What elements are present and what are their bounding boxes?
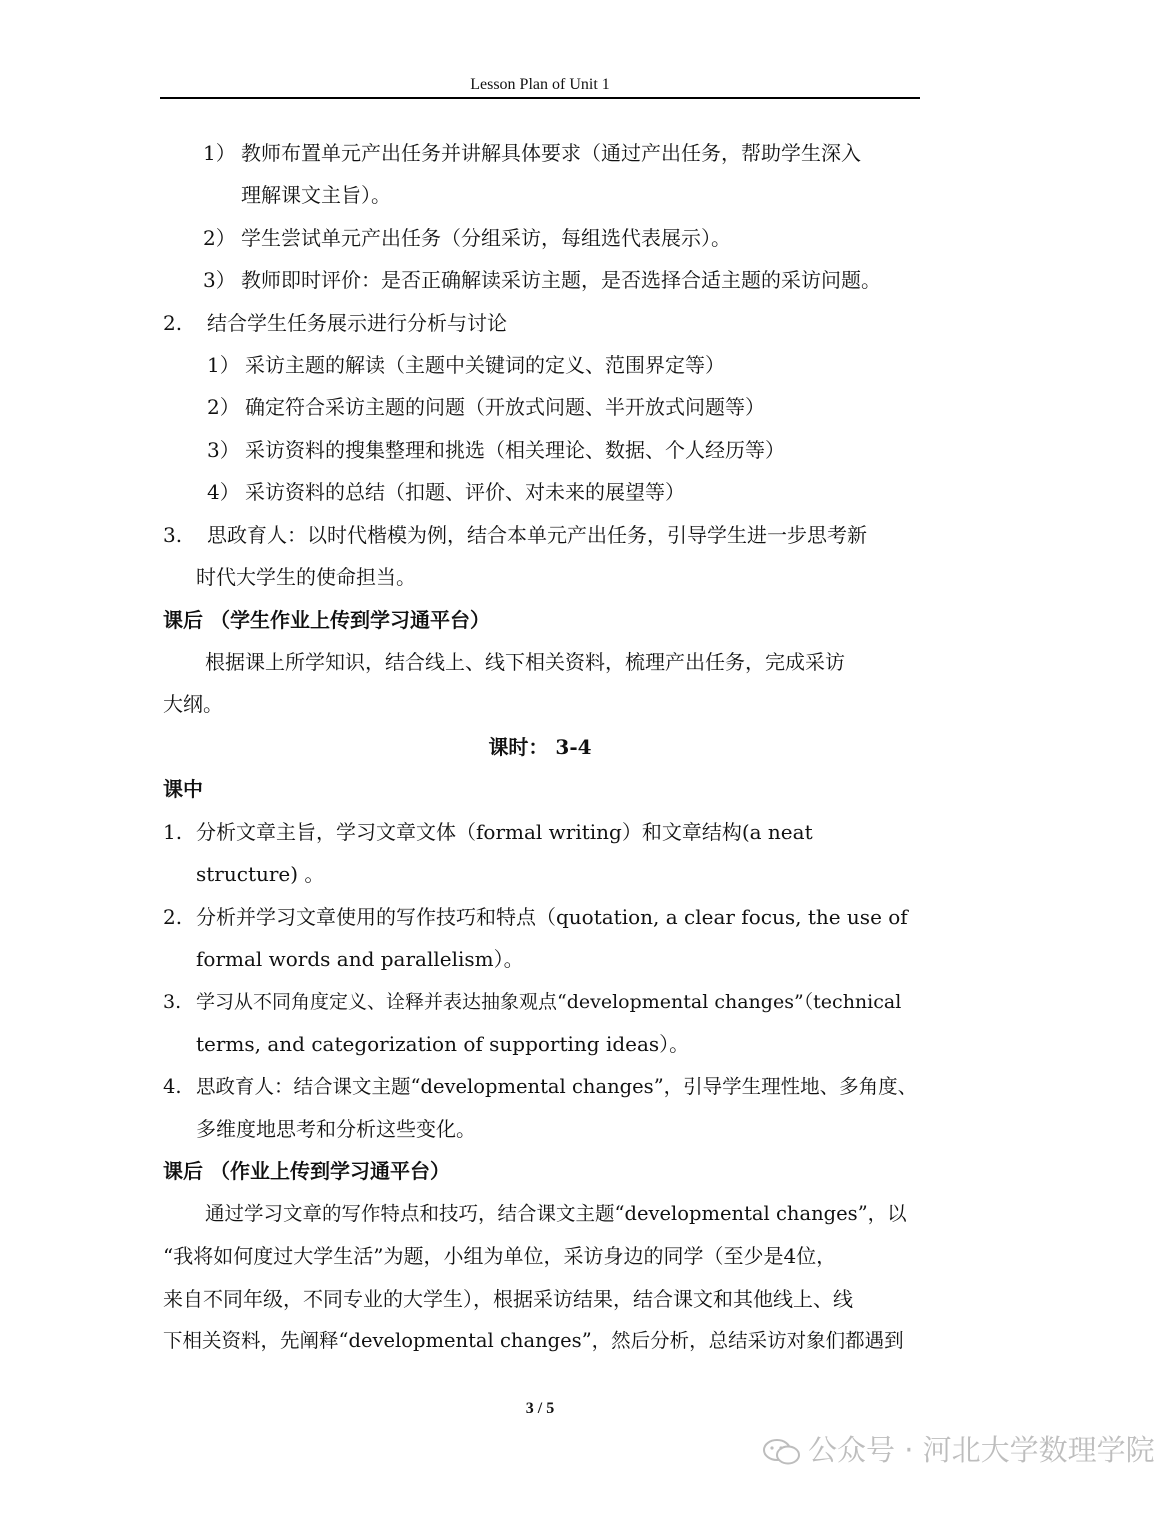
list-item: 1. 分析文章主旨，学习文章文体（formal writing）和文章结构(a neat xyxy=(163,820,813,844)
paragraph-line: “我将如何度过大学生活”为题，小组为单位，采访身边的同学（至少是4位， xyxy=(163,1244,837,1268)
paragraph-line: 通过学习文章的写作特点和技巧，结合课文主题“developmental changes”，以 xyxy=(205,1202,907,1225)
list-item: 3） 教师即时评价：是否正确解读采访主题，是否选择合适主题的采访问题。 xyxy=(203,268,881,292)
paragraph-line: 大纲。 xyxy=(163,692,223,716)
list-item: 1） 教师布置单元产出任务并讲解具体要求（通过产出任务，帮助学生深入 xyxy=(203,141,861,165)
list-item: 3） 采访资料的搜集整理和挑选（相关理论、数据、个人经历等） xyxy=(207,438,785,462)
paragraph-line: 下相关资料，先阐释“developmental changes”，然后分析，总结采访对象们都遇到 xyxy=(163,1329,904,1352)
list-item-continuation: 时代大学生的使命担当。 xyxy=(196,565,416,589)
period-title: 课时： 3-4 xyxy=(488,735,592,759)
list-item: 2） 确定符合采访主题的问题（开放式问题、半开放式问题等） xyxy=(207,395,765,419)
list-item: 2） 学生尝试单元产出任务（分组采访，每组选代表展示）。 xyxy=(203,226,731,250)
section-heading-after-class: 课后 （学生作业上传到学习通平台） xyxy=(163,608,490,632)
section-heading-in-class: 课中 xyxy=(163,777,203,801)
page-number: 3 / 5 xyxy=(525,1400,555,1417)
list-item-continuation: structure) 。 xyxy=(196,862,325,886)
running-header: Lesson Plan of Unit 1 xyxy=(470,76,610,93)
watermark: 公众号 · 河北大学数理学院 xyxy=(762,1428,1155,1469)
header-rule xyxy=(160,97,920,99)
list-item: 3. 思政育人：以时代楷模为例，结合本单元产出任务，引导学生进一步思考新 xyxy=(163,523,867,547)
list-item: 3. 学习从不同角度定义、诠释并表达抽象观点“developmental changes”（technical xyxy=(163,991,902,1013)
paragraph-line: 根据课上所学知识，结合线上、线下相关资料，梳理产出任务，完成采访 xyxy=(205,650,845,674)
wechat-icon xyxy=(762,1437,802,1467)
list-item-continuation: 理解课文主旨）。 xyxy=(241,183,391,207)
list-item-continuation: formal words and parallelism）。 xyxy=(196,947,524,971)
list-item-continuation: terms, and categorization of supporting ideas）。 xyxy=(196,1032,690,1056)
list-item: 1） 采访主题的解读（主题中关键词的定义、范围界定等） xyxy=(207,353,725,377)
list-item: 4. 思政育人：结合课文主题“developmental changes”，引导学生理性地、多角度、 xyxy=(163,1075,918,1098)
section-heading-after-class-2: 课后 （作业上传到学习通平台） xyxy=(163,1159,450,1183)
list-item: 2. 结合学生任务展示进行分析与讨论 xyxy=(163,311,507,335)
list-item: 2. 分析并学习文章使用的写作技巧和特点（quotation, a clear focus, the use of xyxy=(163,905,908,929)
list-item-continuation: 多维度地思考和分析这些变化。 xyxy=(196,1117,476,1141)
paragraph-line: 来自不同年级，不同专业的大学生），根据采访结果，结合课文和其他线上、线 xyxy=(163,1287,853,1311)
list-item: 4） 采访资料的总结（扣题、评价、对未来的展望等） xyxy=(207,480,685,504)
